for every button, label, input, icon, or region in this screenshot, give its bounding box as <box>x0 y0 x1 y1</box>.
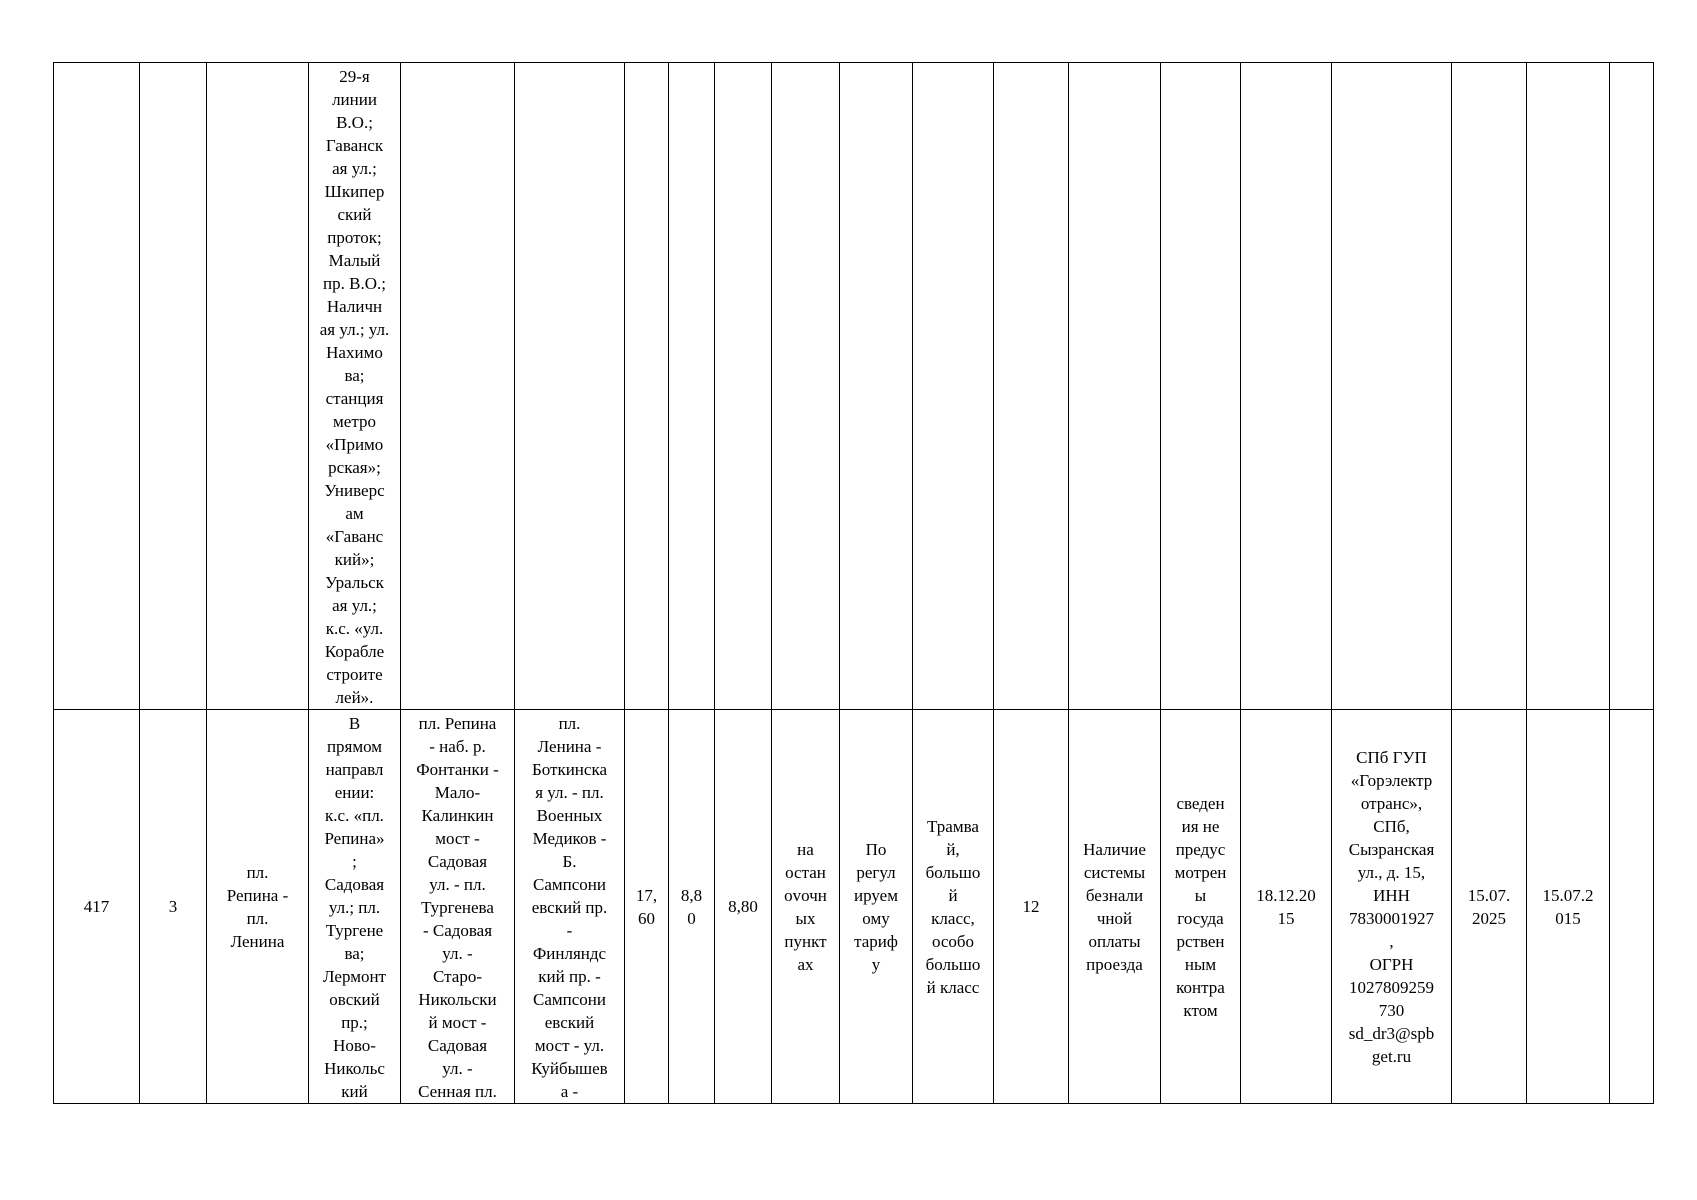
cell-sequence-number: 3 <box>140 710 207 1104</box>
cell-operator <box>1332 63 1452 710</box>
cell-operator: СПб ГУП «Горэлектр отранс», СПб, Сызранская ул., д. 15, ИНН 7830001927 , ОГРН 1027809259 730 sd_dr3@spb get.ru <box>1332 710 1452 1104</box>
cell-characteristics <box>1069 63 1161 710</box>
cell-streets-forward <box>401 63 515 710</box>
cell-start-date: 18.12.20 15 <box>1241 710 1332 1104</box>
cell-route-number: 417 <box>54 710 140 1104</box>
cell-extra <box>1610 710 1654 1104</box>
cell-characteristics: Наличие системы безнали чной оплаты проезда <box>1069 710 1161 1104</box>
cell-vehicle-count <box>994 63 1069 710</box>
cell-registry-date: 15.07.2 015 <box>1527 710 1610 1104</box>
cell-stops: 29-я линии В.О.; Гаванск ая ул.; Шкипер ский проток; Малый пр. В.О.; Наличн ая ул.; ул. Нахимо ва; станция метро «Примо рская»; Универс ам «Гаванс кий»; Уральск ая ул.; к.с. «ул. Корабле строите лей». <box>309 63 401 710</box>
cell-length-backward <box>715 63 772 710</box>
table-row <box>54 710 1654 1104</box>
cell-extra <box>1610 63 1654 710</box>
cell-vehicle-class <box>913 63 994 710</box>
cell-length-total <box>625 63 669 710</box>
cell-length-forward <box>669 63 715 710</box>
cell-boarding-order <box>772 63 840 710</box>
cell-ecological-class: сведен ия не предус мотрен ы госуда рствен ным контра ктом <box>1161 710 1241 1104</box>
cell-streets-forward: пл. Репина - наб. р. Фонтанки - Мало- Калинкин мост - Садовая ул. - пл. Тургенева - Садовая ул. - Старо- Никольски й мост - Садовая ул. - Сенная пл. <box>401 710 515 1104</box>
cell-ecological-class <box>1161 63 1241 710</box>
cell-route-number <box>54 63 140 710</box>
cell-route-name <box>207 63 309 710</box>
cell-end-date <box>1452 63 1527 710</box>
cell-start-date <box>1241 63 1332 710</box>
cell-tariff-type <box>840 63 913 710</box>
cell-streets-backward: пл. Ленина - Боткинска я ул. - пл. Военных Медиков - Б. Сампсони евский пр. - Финляндс кий пр. - Сампсони евский мост - ул. Куйбышев а - <box>515 710 625 1104</box>
cell-registry-date <box>1527 63 1610 710</box>
cell-vehicle-count: 12 <box>994 710 1069 1104</box>
cell-length-forward: 8,8 0 <box>669 710 715 1104</box>
cell-sequence-number <box>140 63 207 710</box>
cell-length-backward: 8,80 <box>715 710 772 1104</box>
cell-end-date: 15.07. 2025 <box>1452 710 1527 1104</box>
cell-stops: В прямом направл ении: к.с. «пл. Репина» ; Садовая ул.; пл. Тургене ва; Лермонт овский пр.; Ново- Никольс кий <box>309 710 401 1104</box>
cell-streets-backward <box>515 63 625 710</box>
cell-length-total: 17, 60 <box>625 710 669 1104</box>
cell-vehicle-class: Трамва й, большо й класс, особо большо й класс <box>913 710 994 1104</box>
table-row <box>54 63 1654 710</box>
registry-table <box>53 62 1654 1104</box>
cell-boarding-order: на остан ovочн ых пункт ах <box>772 710 840 1104</box>
cell-tariff-type: По регул ируем ому тариф у <box>840 710 913 1104</box>
cell-route-name: пл. Репина - пл. Ленина <box>207 710 309 1104</box>
